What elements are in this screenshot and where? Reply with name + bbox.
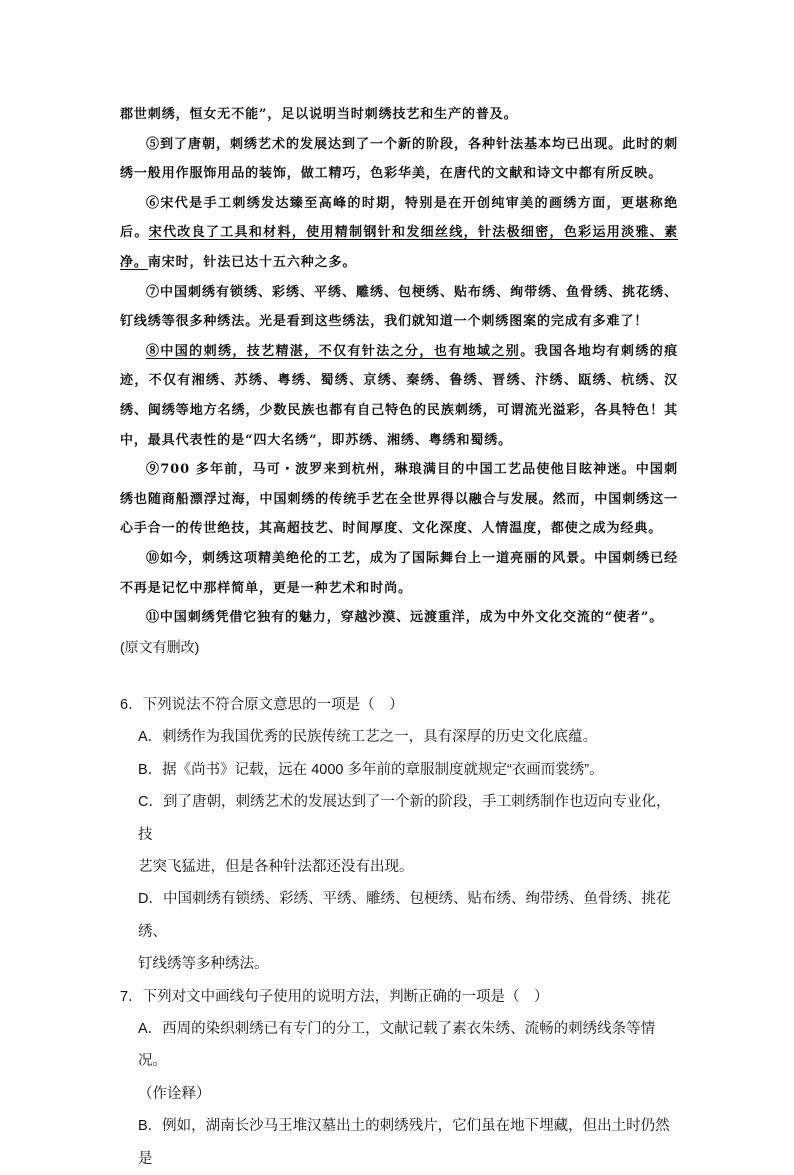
question-6-option-c-line1: C．到了唐朝，刺绣艺术的发展达到了一个新的阶段，手工刺绣制作也迈向专业化，技: [138, 794, 671, 843]
paragraph-8: [120, 337, 678, 455]
question-6-option-d-line2: 钉线绣等多种绣法。: [138, 956, 269, 973]
paragraph-6: [120, 189, 678, 278]
paragraph-6-text-a: ⑥宋代是手工刺绣发达臻至高峰的时期，特别是在开创纯审美的画绣方面，更堪称绝后。: [120, 195, 678, 241]
question-6-option-a: A．刺绣作为我国优秀的民族传统工艺之一，具有深厚的历史文化底蕴。: [138, 729, 598, 746]
paragraph-11: ⑪中国刺绣凭借它独有的魅力，穿越沙漠、远渡重洋，成为中外文化交流的“使者”。: [146, 610, 664, 626]
reading-passage: [120, 100, 678, 662]
paragraph-8-text: 。我国各地均有刺绣的痕迹，不仅有湘绣、苏绣、粤绣、蜀绣、京绣、秦绣、鲁绣、晋绣、汴绣、瓯绣、杭绣、汉绣、闽绣等地方名绣，少数民族也都有自己特色的民族刺绣，可谓流光溢彩，各具特色！其中，最具代表性的是“四大名绣”，即苏绣、湘绣、粤绣和蜀绣。: [120, 343, 679, 448]
question-7-option-b-line1: B．例如，湖南长沙马王堆汉墓出土的刺绣残片，它们虽在地下埋藏，但出土时仍然是: [138, 1118, 670, 1167]
underlined-sentence-regional: ⑧中国的刺绣，技艺精湛，不仅有针法之分，也有地域之别: [146, 343, 521, 359]
underlined-sentence-song: 宋代改良了工具和材料，使用精制钢针和发细丝线，针法极细密，色彩运用淡雅、素净。: [120, 225, 678, 270]
question-7-option-a-line1: A．西周的染织刺绣已有专门的分工，文献记载了素衣朱绣、流畅的刺绣线条等情况。: [138, 1021, 656, 1070]
paragraph-10: ⑩如今，刺绣这项精美绝伦的工艺，成为了国际舞台上一道亮丽的风景。中国刺绣已经不再是记忆中那样简单，更是一种艺术和时尚。: [120, 550, 678, 596]
paragraph-5: ⑤到了唐朝，刺绣艺术的发展达到了一个新的阶段，各种针法基本均已出现。此时的刺绣一般用作服饰用品的装饰，做工精巧，色彩华美，在唐代的文献和诗文中都有所反映。: [120, 136, 678, 182]
paragraph-6-text-b: 南宋时，针法已达十五六种之多。: [147, 254, 357, 270]
paragraph-9: ⑨700 多年前，马可・波罗来到杭州，琳琅满目的中国工艺品使他目眩神迷。中国刺绣也随商船漂浮过海，中国刺绣的传统手艺在全世界得以融合与发展。然而，中国刺绣这一心手合一的传世绝技，其高超技艺、时间厚度、文化深度、人情温度，都使之成为经典。: [120, 462, 678, 537]
source-note: (原文有删改): [120, 638, 200, 655]
paragraph-7: ⑦中国刺绣有锁绣、彩绣、平绣、雕绣、包梗绣、贴布绣、绚带绣、鱼骨绣、挑花绣、钉线绣等很多种绣法。光是看到这些绣法，我们就知道一个刺绣图案的完成有多难了！: [120, 284, 678, 330]
paragraph-intro-end: 郡世刺绣，恒女无不能”，足以说明当时刺绣技艺和生产的普及。: [120, 107, 518, 122]
question-6-option-c-line2: 艺突飞猛进，但是各种针法都还没有出现。: [138, 859, 414, 876]
question-6-option-b: B．据《尚书》记载，远在 4000 多年前的章服制度就规定“衣画而裳绣”。: [138, 761, 604, 778]
question-7-option-a-line2: （作诠释）: [138, 1085, 211, 1102]
question-7-stem: 7．下列对文中画线句子使用的说明方法，判断正确的一项是（ ）: [120, 988, 549, 1005]
question-6-option-d-line1: D．中国刺绣有锁绣、彩绣、平绣、雕绣、包梗绣、贴布绣、绚带绣、鱼骨绣、挑花绣、: [138, 891, 671, 940]
question-6-stem: 6．下列说法不符合原文意思的一项是（ ）: [120, 697, 404, 713]
questions-section: [120, 689, 684, 1175]
